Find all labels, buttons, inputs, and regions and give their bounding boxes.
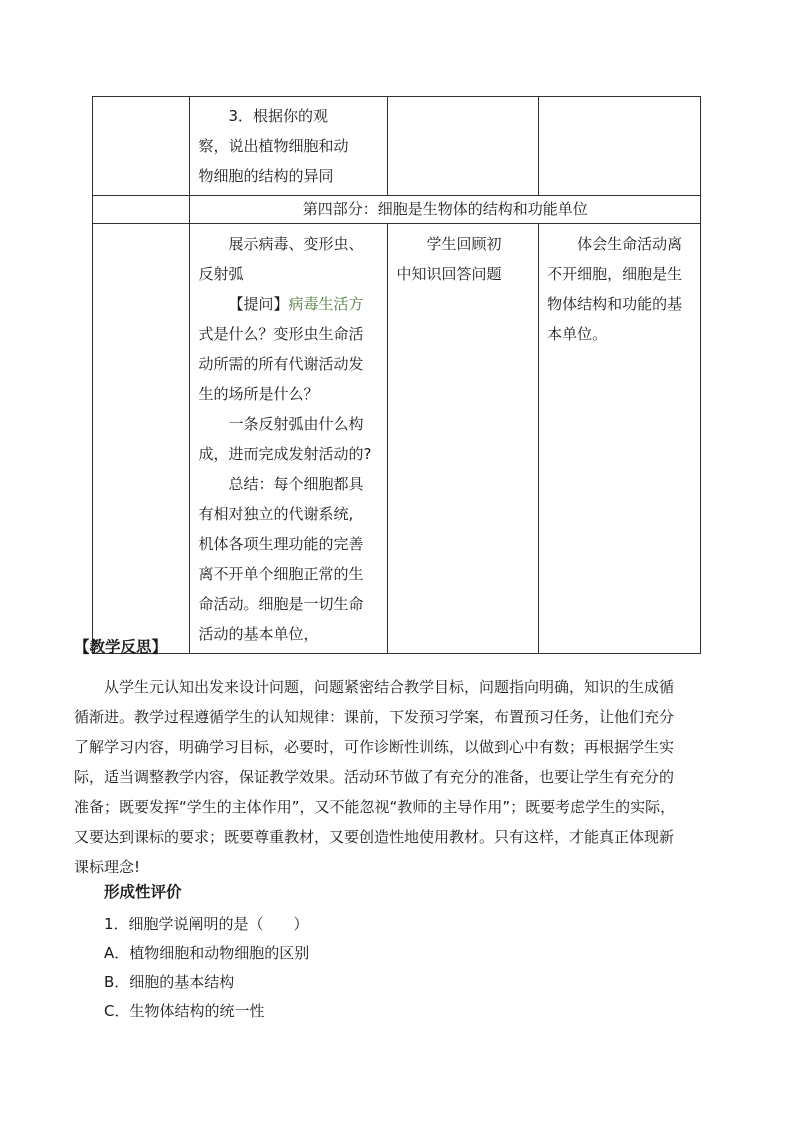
- text-line: 命活动。细胞是一切生命: [198, 595, 364, 613]
- reflection-heading: 【教学反思】: [74, 638, 168, 656]
- text-line: 物细胞的结构的异同: [198, 167, 334, 185]
- text-line: 展示病毒、变形虫、: [228, 235, 364, 253]
- text-line: 成，进而完成发射活动的?: [198, 445, 372, 463]
- table-row: [93, 196, 701, 224]
- text-line: 反射弧: [198, 265, 244, 283]
- text-line: 中知识回答问题: [396, 265, 502, 283]
- table-cell: [190, 97, 388, 196]
- text-line: 本单位。: [547, 325, 608, 343]
- text-line: 体会生命活动离: [577, 235, 683, 253]
- text-line: 又要达到课标的要求；既要尊重教材，又要创造性地使用教材。只有这样，才能真正体现新: [74, 828, 675, 846]
- reflection-paragraph: [74, 672, 714, 882]
- text-line: 课标理念!: [74, 858, 141, 876]
- text-line: 生的场所是什么？: [198, 385, 319, 403]
- text-line: 有相对独立的代谢系统,: [198, 505, 354, 523]
- text-line: 离不开单个细胞正常的生: [198, 565, 364, 583]
- question-tag: 【提问】: [228, 295, 289, 313]
- option-a: A．植物细胞和动物细胞的区别: [104, 944, 310, 962]
- table-cell: [93, 97, 190, 196]
- option-b: B．细胞的基本结构: [104, 973, 235, 991]
- text-line: 察，说出植物细胞和动: [198, 137, 349, 155]
- table-cell: [539, 224, 701, 654]
- table-cell: [388, 224, 539, 654]
- text-line: 际，适当调整教学内容，保证教学效果。活动环节做了有充分的准备，也要让学生有充分的: [74, 768, 675, 786]
- section-title: 第四部分：细胞是生物体的结构和功能单位: [190, 196, 701, 224]
- table-cell: [388, 97, 539, 196]
- text-line: 3．根据你的观: [228, 107, 329, 125]
- lesson-plan-table: [92, 96, 701, 654]
- table-row: [93, 224, 701, 654]
- evaluation-heading: 形成性评价: [104, 883, 182, 901]
- question-text: 病毒生活方: [288, 295, 364, 313]
- table-cell: [93, 196, 190, 224]
- table-cell: [93, 224, 190, 654]
- text-line: 总结：每个细胞都具: [228, 475, 364, 493]
- text-line: 机体各项生理功能的完善: [198, 535, 364, 553]
- table-cell: [190, 224, 388, 654]
- text-line: 不开细胞，细胞是生: [547, 265, 683, 283]
- question-stem: 1．细胞学说阐明的是（ ）: [104, 915, 309, 933]
- text-line: 一条反射弧由什么构: [228, 415, 364, 433]
- text-line: 循渐进。教学过程遵循学生的认知规律：课前，下发预习学案，布置预习任务，让他们充分: [74, 708, 675, 726]
- text-line: 了解学习内容，明确学习目标，必要时，可作诊断性训练，以做到心中有数；再根据学生实: [74, 738, 675, 756]
- option-c: C．生物体结构的统一性: [104, 1002, 265, 1020]
- text-line: 活动的基本单位，: [198, 625, 319, 643]
- text-line: 学生回顾初: [426, 235, 502, 253]
- text-line: [198, 289, 379, 319]
- text-line: 式是什么？变形虫生命活: [198, 325, 364, 343]
- text-line: 从学生元认知出发来设计问题，问题紧密结合教学目标，问题指向明确，知识的生成循: [104, 678, 675, 696]
- table-row: [93, 97, 701, 196]
- text-line: 物体结构和功能的基: [547, 295, 683, 313]
- text-line: 准备；既要发挥“学生的主体作用”，又不能忽视“教师的主导作用”；既要考虑学生的实际，: [74, 798, 676, 816]
- text-line: 动所需的所有代谢活动发: [198, 355, 364, 373]
- table-cell: [539, 97, 701, 196]
